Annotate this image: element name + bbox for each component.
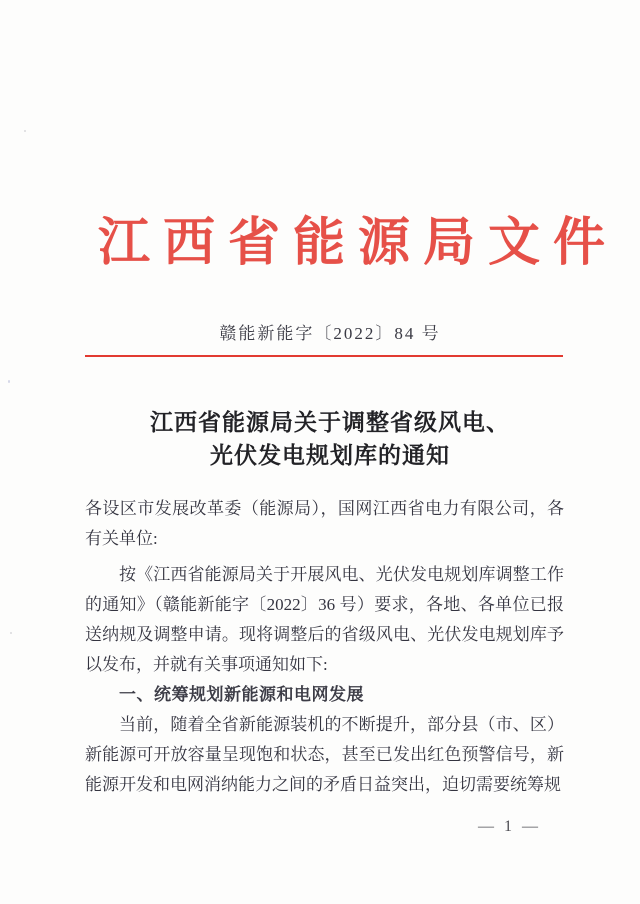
document-title-line1: 江西省能源局关于调整省级风电、 [150, 410, 510, 435]
document-reference-number: 赣能新能字〔2022〕84 号 [219, 324, 441, 343]
page-number: — 1 — [478, 818, 541, 835]
red-divider-rule [85, 355, 563, 357]
document-title [85, 406, 575, 472]
section1-paragraph: 当前，随着全省新能源装机的不断提升，部分县（市、区）新能源可开放容量呈现饱和状态，甚至已发出红色预警信号，新能源开发和电网消纳能力之间的矛盾日益突出，迫切需要统筹规 [85, 715, 564, 794]
document-body [85, 494, 564, 800]
intro-paragraph: 按《江西省能源局关于开展风电、光伏发电规划库调整工作的通知》（赣能新能字〔2022〕36 号）要求，各地、各单位已报送纳规及调整申请。现将调整后的省级风电、光伏发电规划库予以发布，并就有关事项通知如下: [85, 565, 564, 674]
scan-speck [8, 380, 10, 383]
recipients-paragraph: 各设区市发展改革委（能源局），国网江西省电力有限公司，各有关单位: [85, 499, 564, 548]
section1-heading: 一、统筹规划新能源和电网发展 [119, 685, 364, 704]
document-title-line2: 光伏发电规划库的通知 [210, 443, 450, 468]
scan-speck [24, 130, 26, 132]
agency-letterhead-title: 江西省能源局文件 [98, 215, 619, 272]
scan-speck [10, 632, 12, 634]
